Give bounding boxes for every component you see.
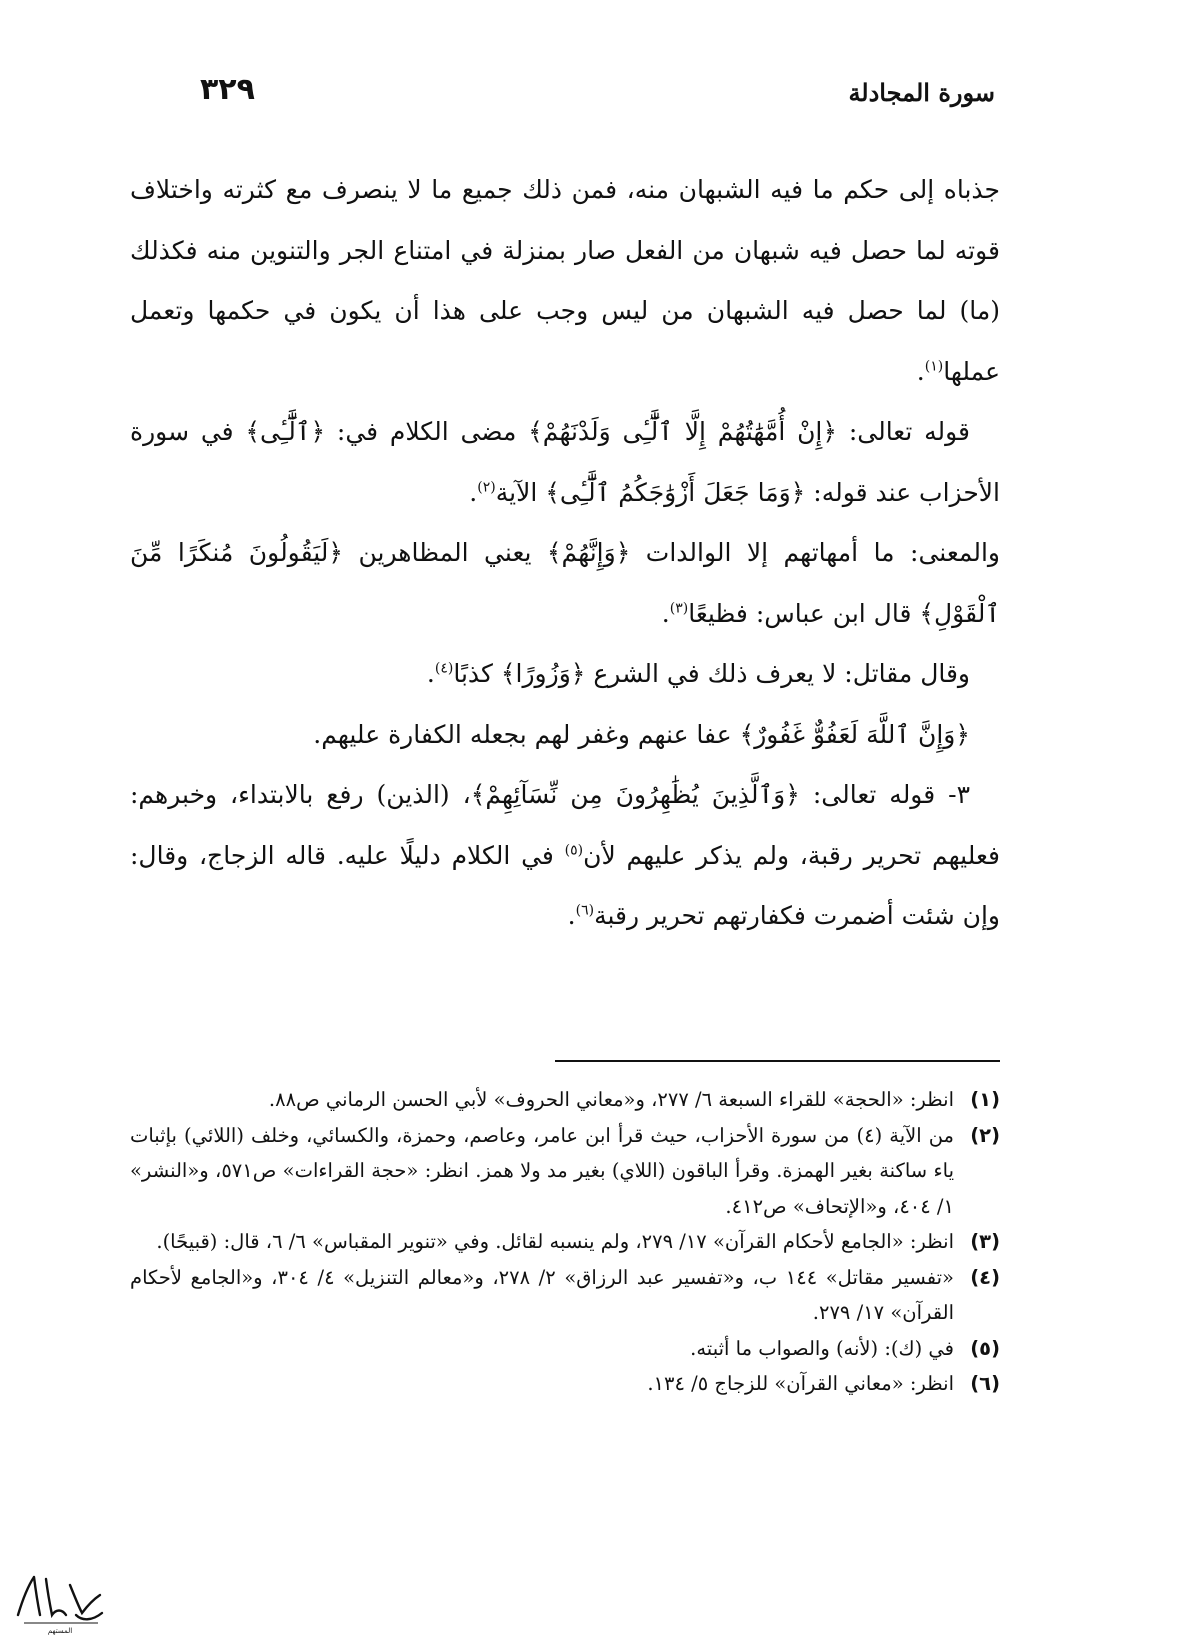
paragraph-3-end: . [661, 598, 670, 628]
footnote-ref-1: (١) [924, 358, 944, 375]
paragraph-2-text-d: الآية [495, 477, 546, 507]
quran-quote: ﴿وَإِنَّهُمْ﴾ [546, 538, 631, 567]
paragraph-4-text-b: كذبًا [453, 659, 501, 688]
footnote-ref-4: (٤) [434, 660, 454, 677]
footnote [130, 1082, 1000, 1118]
paragraph-6-text-a: ٣- قوله تعالى: [799, 780, 970, 809]
svg-text:المستهم: المستهم [47, 1627, 73, 1635]
footnote [130, 1366, 1000, 1402]
footnote-text: من الآية (٤) من سورة الأحزاب، حيث قرأ ابن عامر، وعاصم، وحمزة، والكسائي، وخلف (اللائي) بإثبات ياء ساكنة بغير الهمزة. وقرأ الباقون (اللاي) بغير مد ولا همز. انظر: «حجة القراءات» ص٥٧١، و«النشر» ١/ ٤٠٤، و«الإتحاف» ص٤١٢. [130, 1123, 955, 1218]
paragraph-2-text-c: في سورة الأحزاب عند قوله: [130, 417, 1000, 507]
footnote-text: انظر: «الجامع لأحكام القرآن» ١٧/ ٢٧٩، ولم ينسبه لقائل. وفي «تنوير المقباس» ٦/ ٦، قال: (قبيحًا). [156, 1230, 954, 1253]
paragraph-2 [130, 402, 1000, 523]
paragraph-2-end: . [469, 477, 478, 507]
paragraph-2-text-a: قوله تعالى: [837, 417, 970, 446]
footnote-divider [555, 1060, 1000, 1062]
running-title: سورة المجادلة [848, 78, 995, 107]
quran-quote: ﴿وَزُورًا﴾ [500, 659, 586, 688]
footnote-text: في (ك): (لأنه) والصواب ما أثبته. [690, 1336, 954, 1360]
footnote-ref-2: (٢) [477, 479, 496, 496]
paragraph-6-text-c: في الكلام دليلًا عليه. قاله الزجاج، وقال: وإن شئت أضمرت فكفارتهم تحرير رقبة [130, 840, 1000, 930]
quran-quote: ﴿وَإِنَّ ٱللَّهَ لَعَفُوٌّ غَفُورٌ﴾ [739, 719, 970, 749]
quran-quote: ﴿إِنْ أُمَّهَٰتُهُمْ إِلَّا ٱلَّٰٓـِٔى وَلَدْنَهُمْ﴾ [528, 417, 838, 446]
footnote [130, 1118, 1000, 1225]
paragraph-6-text-b: ، (الذين) رفع بالابتداء، وخبرهم: فعليهم تحرير رقبة، ولم يذكر عليهم لأن [130, 780, 1000, 870]
footnote-number: (٤) [970, 1265, 1000, 1289]
page-number: ٣٢٩ [200, 72, 255, 107]
footnote-ref-6: (٦) [575, 902, 595, 919]
footnote-number: (٦) [970, 1372, 1000, 1395]
footnote-number: (١) [970, 1088, 1000, 1111]
quran-quote: ﴿ٱلَّٰٓـِٔى﴾ [245, 417, 326, 446]
paragraph-4 [130, 644, 1000, 705]
paragraph-3-text-b: يعني المظاهرين [343, 538, 547, 567]
paragraph-5-text: عفا عنهم وغفر لهم بجعله الكفارة عليهم. [313, 719, 740, 749]
paragraph-6-end: . [567, 901, 576, 930]
footnote-text: انظر: «معاني القرآن» للزجاج ٥/ ١٣٤. [647, 1372, 954, 1395]
calligraphy-logo-icon [10, 1565, 110, 1635]
footnote-text: انظر: «الحجة» للقراء السبعة ٦/ ٢٧٧، و«معاني الحروف» لأبي الحسن الرماني ص٨٨. [268, 1088, 954, 1111]
footnote-number: (٥) [970, 1336, 1000, 1360]
paragraph-3-text-c: قال ابن عباس: فظيعًا [688, 598, 920, 628]
footnote [130, 1260, 1000, 1331]
paragraph-6 [130, 765, 1000, 947]
main-text [130, 160, 1000, 947]
paragraph-4-text-a: وقال مقاتل: لا يعرف ذلك في الشرع [585, 659, 970, 688]
footnote [130, 1224, 1000, 1260]
paragraph-3-text-a: والمعنى: ما أمهاتهم إلا الوالدات [630, 538, 1000, 567]
paragraph-1 [130, 160, 1000, 402]
quran-quote: ﴿وَمَا جَعَلَ أَزْوَٰجَكُمُ ٱلَّٰٓـِٔى﴾ [545, 477, 806, 507]
paragraph-2-text-b: مضى الكلام في: [325, 417, 529, 446]
paragraph-3 [130, 523, 1000, 644]
paragraph-4-end: . [426, 659, 435, 688]
paragraph-1-end: . [916, 356, 925, 386]
footnote-number: (٢) [970, 1123, 1000, 1147]
footnote-ref-3: (٣) [669, 600, 689, 617]
footnote-ref-5: (٥) [564, 842, 584, 859]
footnote-text: «تفسير مقاتل» ١٤٤ ب، و«تفسير عبد الرزاق» ٢/ ٢٧٨، و«معالم التنزيل» ٤/ ٣٠٤، و«الجامع لأحكام القرآن» ١٧/ ٢٧٩. [130, 1265, 954, 1324]
paragraph-1-text: جذباه إلى حكم ما فيه الشبهان منه، فمن ذلك جميع ما لا ينصرف مع كثرته واختلاف قوته لما حصل فيه شبهان من الفعل صار بمنزلة في امتناع الجر والتنوين منه فكذلك (ما) لما حصل فيه الشبهان من ليس وجب على هذا أن يكون في حكمها وتعمل عملها [130, 175, 1000, 386]
footnotes [130, 1082, 1000, 1402]
quran-quote: ﴿وَٱلَّذِينَ يُظَٰهِرُونَ مِن نِّسَآئِهِمْ﴾ [470, 780, 800, 809]
paragraph-5 [130, 705, 1000, 766]
footnote-number: (٣) [970, 1230, 1000, 1253]
footnote [130, 1331, 1000, 1367]
page-header [100, 72, 995, 122]
quran-quote: ﴿لَيَقُولُونَ مُنكَرًا مِّنَ ٱلْقَوْلِ﴾ [130, 538, 1000, 628]
